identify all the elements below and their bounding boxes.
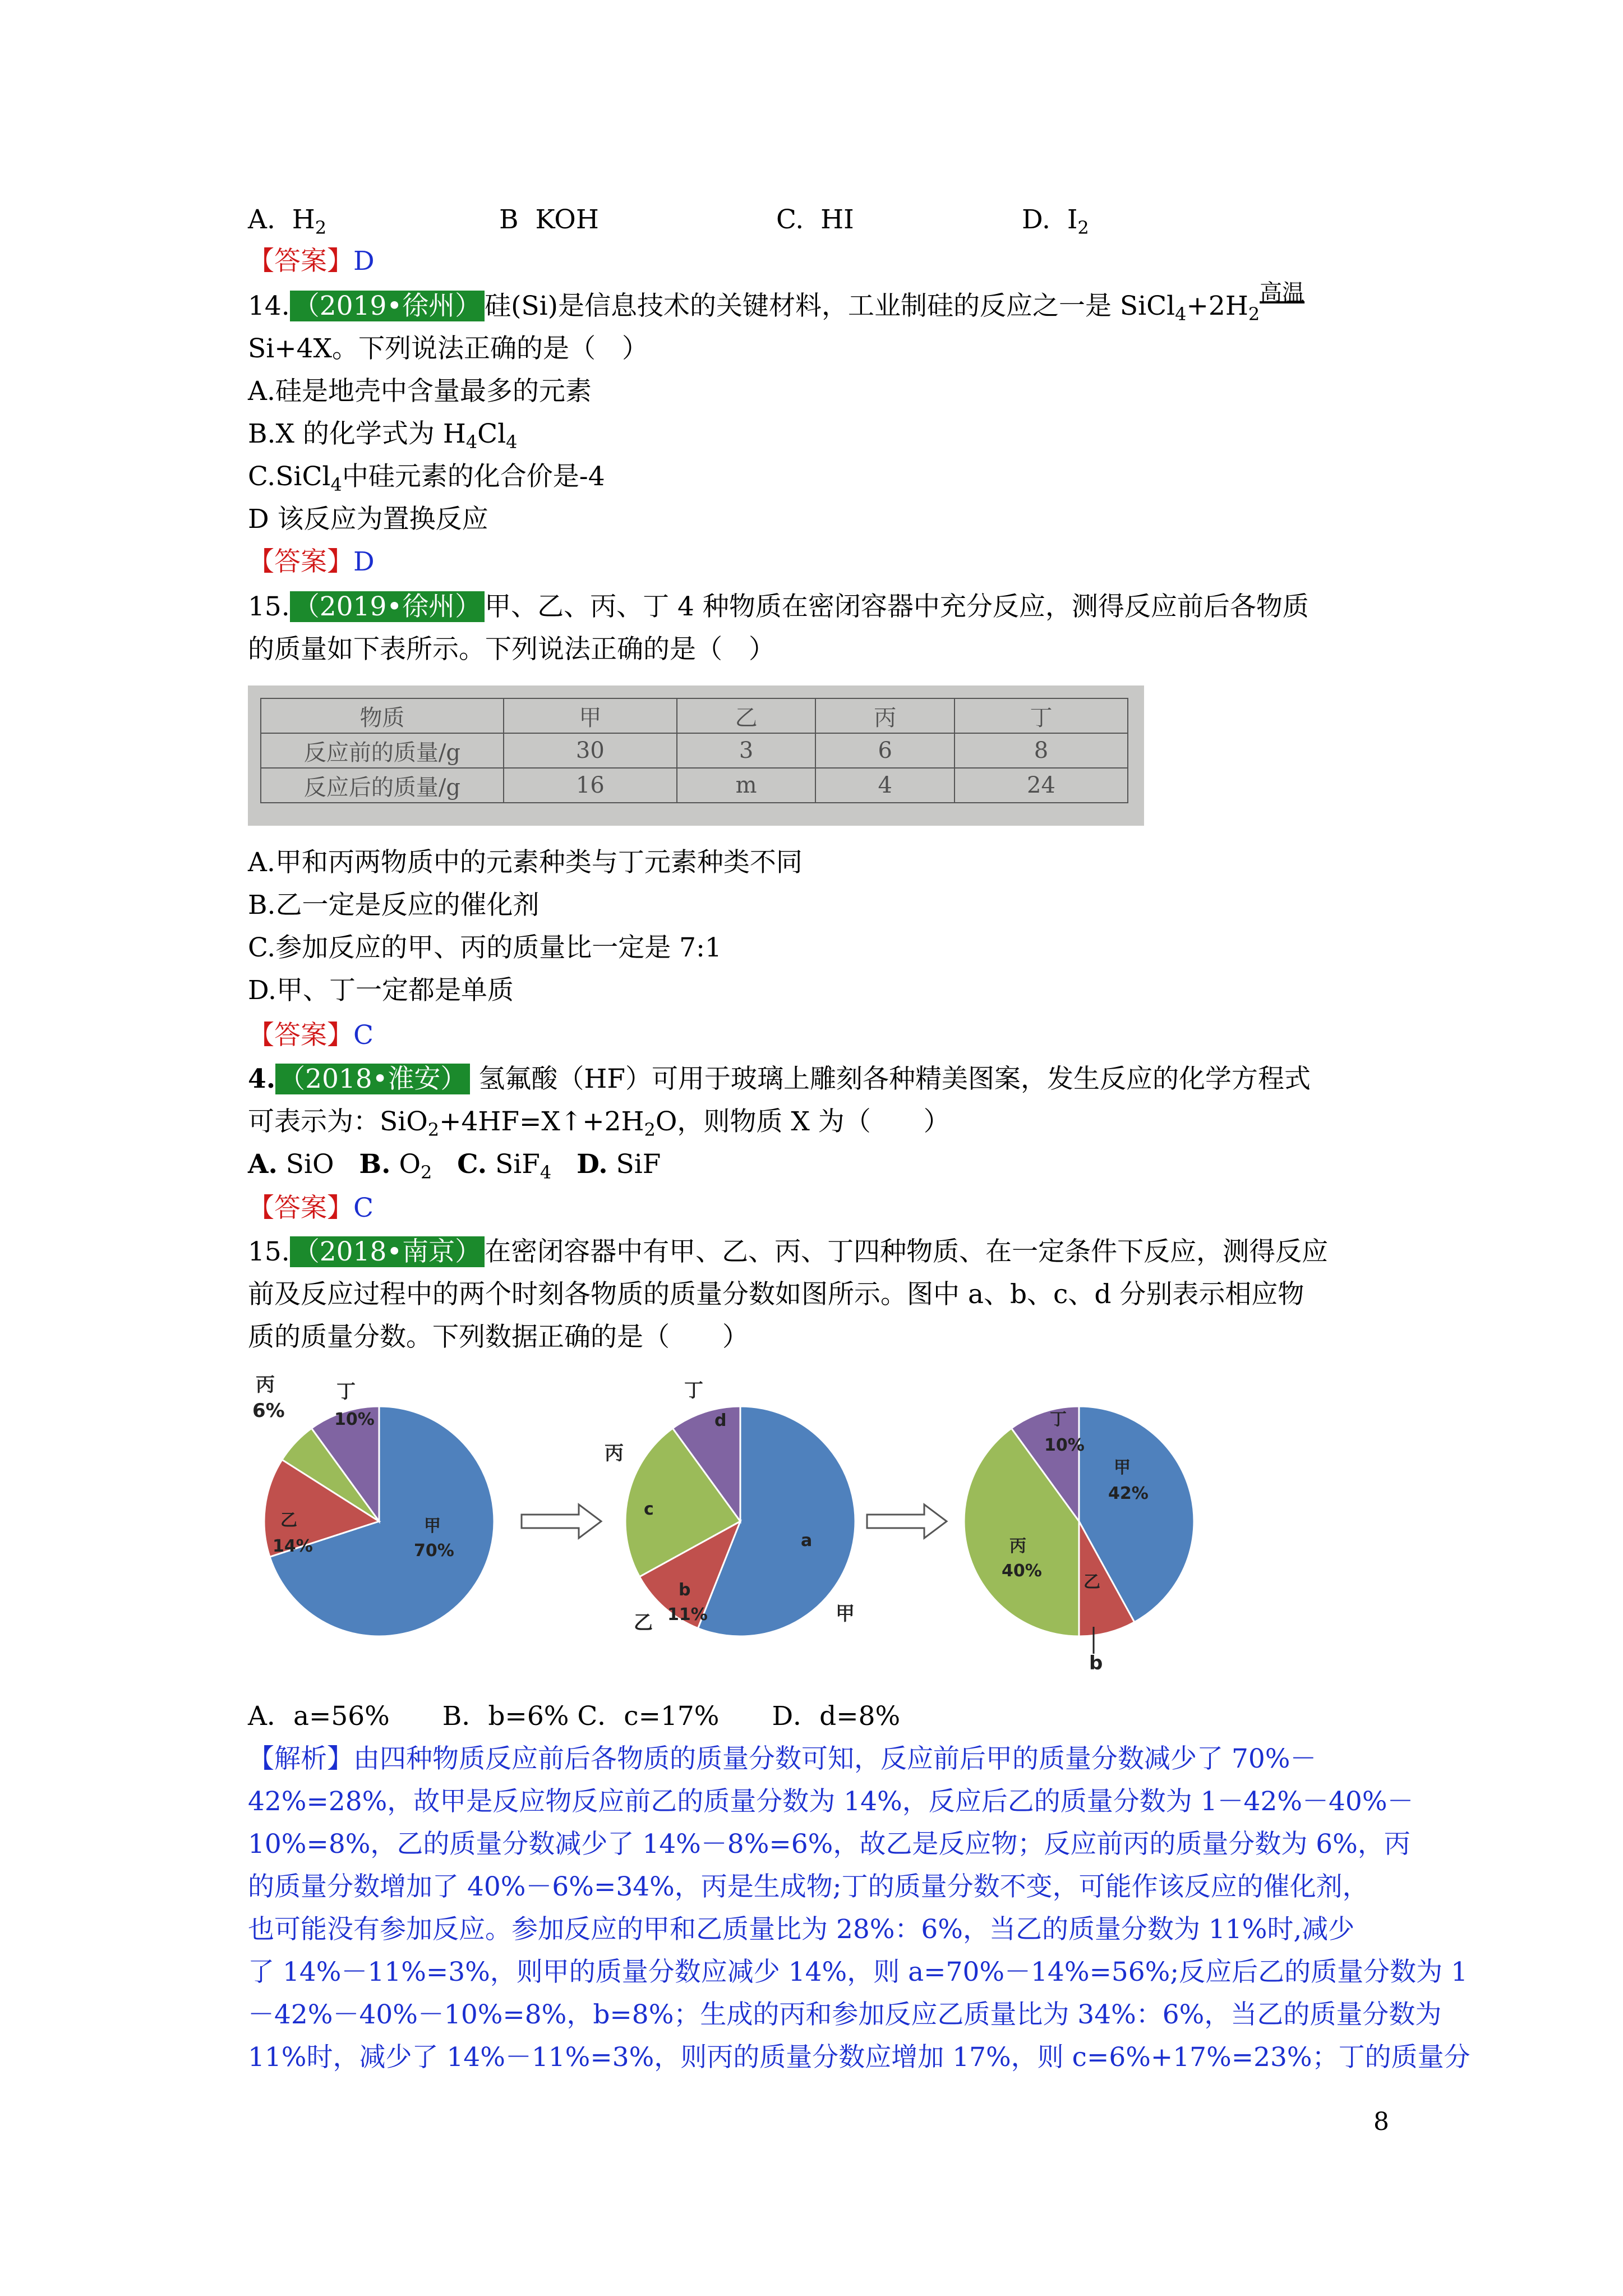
q15a-table <box>260 698 1128 803</box>
q14-source-tag: （2019•徐州） <box>290 291 485 321</box>
q13-option-d: D. $I_2$ <box>1022 204 1089 238</box>
q15b-analysis-line4: 的质量分数增加了 40%－6%=34%，丙是生成物;丁的质量分数不变，可能作该反应的催化剂， <box>248 1871 1369 1902</box>
q14-stem-line2: Si+4X。下列说法正确的是（ ） <box>248 333 648 364</box>
q13-option-a: A. $H_2$ <box>248 204 327 238</box>
pie-data-label: 10% <box>1044 1435 1085 1455</box>
q15a-option-c: C.参加反应的甲、丙的质量比一定是 7:1 <box>248 932 722 963</box>
table-header-row: 物质 甲 乙 丙 丁 <box>261 698 1128 733</box>
q14-option-b: B.X 的化学式为 $H_4Cl_4$ <box>248 418 518 453</box>
table-row: 反应前的质量/g 30 3 6 8 <box>261 733 1128 768</box>
pie1-value-bing: 6% <box>252 1400 285 1422</box>
q4-answer: 【答案】C <box>248 1193 374 1223</box>
pie-data-label: c <box>644 1499 654 1519</box>
pie2-label-jia: 甲 <box>836 1603 855 1625</box>
pie2-label-ding: 丁 <box>684 1379 703 1402</box>
q15b-options: A．a=56% B．b=6% C．c=17% D．d=8% <box>248 1701 901 1732</box>
q14-answer: 【答案】D <box>248 546 375 577</box>
table-row: 反应后的质量/g 16 m 4 24 <box>261 768 1128 803</box>
q4-stem-line2: 可表示为：$SiO_2+4HF=X↑+2H_2O$，则物质 X 为（ ） <box>248 1106 950 1140</box>
pie-data-label: 乙 <box>280 1511 297 1530</box>
pie-data-label: 甲 <box>424 1516 441 1536</box>
q15b-analysis-line8: 11%时，减少了 14%－11%=3%，则丙的质量分数应增加 17%，则 c=6%+17%=23%；丁的质量分 <box>248 2042 1470 2073</box>
q15a-option-a: A.甲和丙两物质中的元素种类与丁元素种类不同 <box>248 847 803 878</box>
q15a-option-b: B.乙一定是反应的催化剂 <box>248 890 540 921</box>
q13-option-b: B KOH <box>499 204 599 235</box>
q4-option-d: D. SiF <box>577 1149 661 1180</box>
pie-data-label: a <box>801 1531 813 1550</box>
pie-chart-during <box>625 1406 855 1636</box>
arrow-right-icon <box>522 1504 601 1538</box>
q15b-analysis-line5: 也可能没有参加反应。参加反应的甲和乙质量比为 28%：6%，当乙的质量分数为 11%时,减少 <box>248 1914 1355 1945</box>
q14-stem-line1: 14. （2019•徐州） 硅(Si)是信息技术的关键材料，工业制硅的反应之一是 $SiCl_4+2H_2$高温 <box>248 280 1305 325</box>
q4-source-tag: （2018•淮安） <box>275 1064 470 1094</box>
pie-data-label: 70% <box>414 1541 454 1561</box>
q15b-analysis-line1: 【解析】由四种物质反应前后各物质的质量分数可知，反应前后甲的质量分数减少了 70%－ <box>248 1743 1317 1774</box>
q15b-source-tag: （2018•南京） <box>290 1236 485 1267</box>
q15a-stem-line2: 的质量如下表所示。下列说法正确的是（ ） <box>248 634 775 665</box>
pie-chart-after <box>964 1406 1194 1636</box>
pie1-label-ding: 丁 <box>336 1381 356 1403</box>
q4-options <box>248 1148 661 1189</box>
pie-data-label: b <box>679 1580 691 1600</box>
page-number: 8 <box>1373 2108 1389 2136</box>
q15a-stem-line1: 15. （2019•徐州） 甲、乙、丙、丁 4 种物质在密闭容器中充分反应，测得反应前后各物质 <box>248 591 1309 622</box>
q15a-table-photo <box>248 685 1144 826</box>
pie-data-label: 乙 <box>1083 1572 1100 1592</box>
q14-option-d: D 该反应为置换反应 <box>248 504 488 535</box>
pie3-label-b: b <box>1089 1652 1103 1674</box>
q14-option-a: A.硅是地壳中含量最多的元素 <box>248 376 592 407</box>
q15b-stem-line3: 质的质量分数。下列数据正确的是（ ） <box>248 1322 749 1352</box>
pie-data-label: 40% <box>1002 1561 1042 1581</box>
pie2-label-bing: 丙 <box>605 1442 624 1465</box>
q15b-analysis-line3: 10%=8%，乙的质量分数减少了 14%－8%=6%，故乙是反应物；反应前丙的质量分数为 6%，丙 <box>248 1829 1410 1860</box>
pie-data-label: 42% <box>1108 1484 1149 1503</box>
pie-data-label: 丙 <box>1009 1536 1026 1556</box>
pie2-label-yi: 乙 <box>634 1612 653 1634</box>
q15b-stem-line1: 15. （2018•南京） 在密闭容器中有甲、乙、丙、丁四种物质、在一定条件下反应，测得反应 <box>248 1236 1329 1267</box>
q15a-answer: 【答案】C <box>248 1020 374 1051</box>
pie-data-label: 11% <box>667 1605 708 1625</box>
arrow-right-icon <box>867 1504 947 1538</box>
pie-data-label: d <box>714 1411 727 1430</box>
q13-answer: 【答案】D <box>248 246 375 277</box>
pie-data-label: 14% <box>273 1536 313 1556</box>
q4-stem-line1: 4. （2018•淮安） 氢氟酸（HF）可用于玻璃上雕刻各种精美图案，发生反应的化学方程式 <box>248 1064 1311 1094</box>
q4-option-c: C. SiF$_4$ <box>457 1149 552 1183</box>
pie1-label-bing: 丙 <box>256 1374 275 1396</box>
pie-data-label: 丁 <box>1050 1410 1067 1429</box>
pie-charts-figure <box>0 1363 1623 1677</box>
pie-data-label: 甲 <box>1114 1458 1131 1478</box>
q15a-option-d: D.甲、丁一定都是单质 <box>248 975 514 1006</box>
q15a-source-tag: （2019•徐州） <box>290 591 485 622</box>
pie-data-label: 10% <box>334 1410 375 1429</box>
q15b-analysis-line7: －42%－40%－10%=8%，b=8%；生成的丙和参加反应乙质量比为 34%：6%，当乙的质量分数为 <box>248 1999 1442 2030</box>
q15b-analysis-line6: 了 14%－11%=3%，则甲的质量分数应减少 14%，则 a=70%－14%=56%;反应后乙的质量分数为 1 <box>248 1957 1468 1987</box>
q13-option-c: C. HI <box>776 204 854 235</box>
q4-option-b: B. $O_2$ <box>359 1149 432 1183</box>
q4-option-a: A. SiO <box>248 1149 334 1180</box>
q14-condition: 高温 <box>1260 280 1305 306</box>
q15b-analysis-line2: 42%=28%，故甲是反应物反应前乙的质量分数为 14%，反应后乙的质量分数为 1－42%－40%－ <box>248 1786 1414 1817</box>
pie-chart-before <box>264 1406 494 1636</box>
q15b-stem-line2: 前及反应过程中的两个时刻各物质的质量分数如图所示。图中 a、b、c、d 分别表示相应物 <box>248 1279 1304 1310</box>
q14-option-c: C.SiCl$_4$中硅元素的化合价是-4 <box>248 461 605 495</box>
